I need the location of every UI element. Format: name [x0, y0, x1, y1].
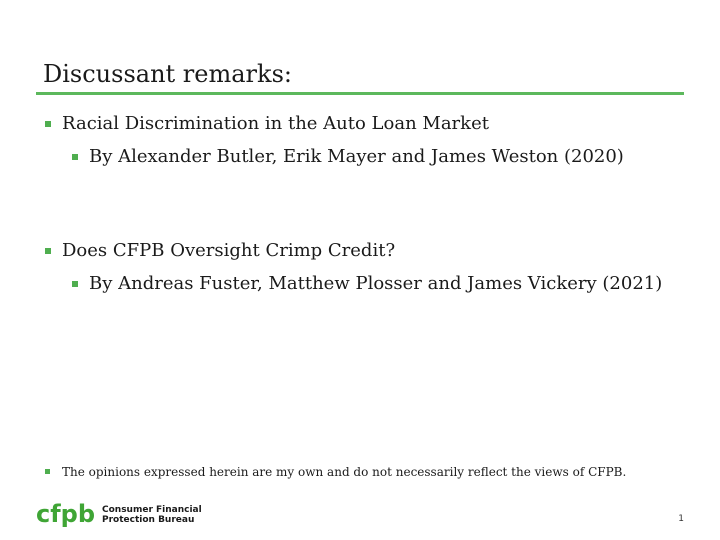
square-bullet-icon	[45, 469, 50, 474]
logo-mark-text: cfpb	[36, 500, 96, 528]
disclaimer-text: The opinions expressed herein are my own and do not necessarily reflect the views of CFPB.	[62, 465, 627, 479]
square-bullet-icon	[72, 281, 78, 287]
slide-title: Discussant remarks:	[43, 60, 292, 88]
paper-2-authors-bullet	[89, 272, 662, 296]
square-bullet-icon	[72, 154, 78, 160]
square-bullet-icon	[45, 121, 51, 127]
paper-2-title-bullet	[62, 239, 395, 263]
page-number: 1	[678, 514, 684, 524]
paper-1-authors-bullet	[89, 145, 624, 169]
logo-line-1: Consumer Financial	[102, 505, 202, 515]
paper-2-authors: By Andreas Fuster, Matthew Plosser and James Vickery (2021)	[89, 273, 663, 294]
cfpb-logo-mark-icon	[36, 498, 98, 532]
paper-1-title: Racial Discrimination in the Auto Loan Market	[62, 113, 489, 134]
logo-line-2: Protection Bureau	[102, 515, 195, 525]
cfpb-logo	[36, 498, 202, 532]
square-bullet-icon	[45, 248, 51, 254]
title-divider	[36, 92, 684, 95]
paper-2-title: Does CFPB Oversight Crimp Credit?	[62, 240, 396, 261]
logo-wordmark	[102, 505, 202, 525]
paper-1-authors: By Alexander Butler, Erik Mayer and James Weston (2020)	[89, 146, 624, 167]
paper-1-title-bullet	[62, 112, 489, 136]
disclaimer-bullet	[62, 464, 626, 480]
